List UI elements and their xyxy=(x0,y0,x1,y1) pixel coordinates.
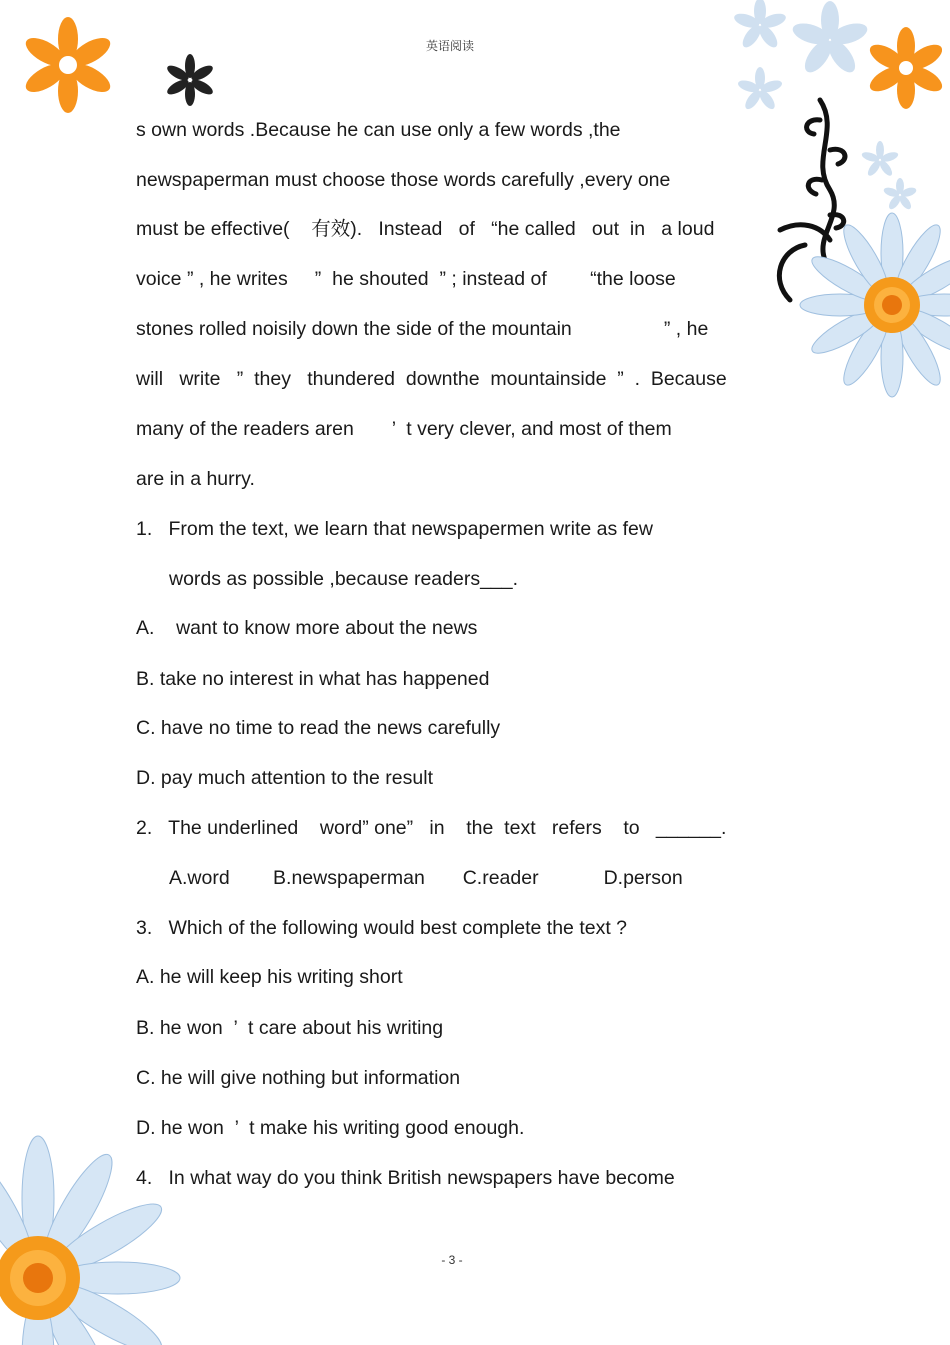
passage-line: s own words .Because he can use only a few words ,the xyxy=(136,119,621,141)
passage-line: must be effective( 有效). Instead of “he called out in a loud xyxy=(136,218,715,240)
question-1-option-a: A. want to know more about the news xyxy=(136,617,478,639)
question-3-option-a: A. he will keep his writing short xyxy=(136,966,403,988)
passage-line: voice ” , he writes ” he shouted ” ; instead of “the loose xyxy=(136,268,676,290)
question-1-option-d: D. pay much attention to the result xyxy=(136,767,433,789)
question-4: 4. In what way do you think British newspapers have become xyxy=(136,1167,675,1189)
page-number: - 3 - xyxy=(441,1253,463,1267)
question-3: 3. Which of the following would best complete the text ? xyxy=(136,917,628,939)
black-flower-icon xyxy=(162,52,218,108)
question-1-option-c: C. have no time to read the news carefully xyxy=(136,717,501,739)
question-1: 1. From the text, we learn that newspapermen write as few xyxy=(136,518,653,540)
passage-line: many of the readers aren ’ t very clever, and most of them xyxy=(136,418,672,440)
orange-flower-icon xyxy=(18,15,118,115)
floral-decoration-top-right-icon xyxy=(720,0,950,400)
question-2-options: A.word B.newspaperman C.reader D.person xyxy=(169,867,683,889)
passage-line: newspaperman must choose those words carefully ,every one xyxy=(136,169,671,191)
question-1-option-b: B. take no interest in what has happened xyxy=(136,668,490,690)
passage-line: stones rolled noisily down the side of the mountain ” , he xyxy=(136,318,709,340)
question-3-option-b: B. he won ’ t care about his writing xyxy=(136,1017,444,1039)
passage-line: will write ” they thundered downthe mountainside ” . Because xyxy=(136,368,727,390)
passage-line: are in a hurry. xyxy=(136,468,255,490)
question-3-option-c: C. he will give nothing but information xyxy=(136,1067,461,1089)
question-2: 2. The underlined word” one” in the text refers to ______. xyxy=(136,817,727,839)
question-1-continued: words as possible ,because readers___. xyxy=(169,568,519,590)
daisy-decoration-bottom-left-icon xyxy=(0,1120,190,1345)
page-header-title: 英语阅读 xyxy=(425,39,474,53)
question-3-option-d: D. he won ’ t make his writing good enough. xyxy=(136,1117,525,1139)
